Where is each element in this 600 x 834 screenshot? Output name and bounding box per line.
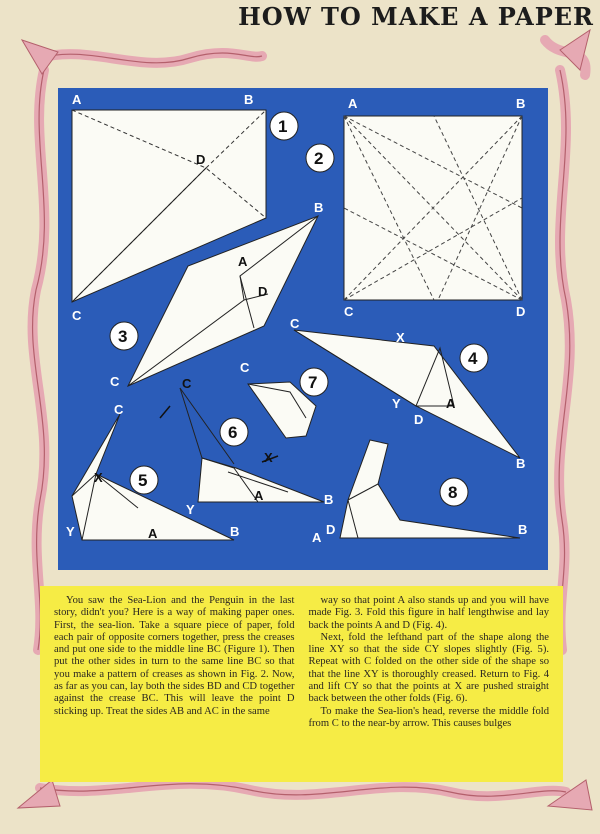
fig5-label-a: A (148, 526, 158, 541)
fig3-label-a: A (238, 254, 248, 269)
fig6-label-c: C (182, 376, 192, 391)
fig4-label-d: D (414, 412, 424, 427)
fig3-label-c: C (110, 374, 120, 389)
fig8-label-b: B (518, 522, 528, 537)
fig3-label-d: D (258, 284, 268, 299)
fig4-label-c: C (290, 316, 300, 331)
fig1-label-d: D (196, 152, 206, 167)
fig7-label-c: C (240, 360, 250, 375)
paragraph: To make the Sea-lion's head, reverse the middle fold from C to the near-by arrow. This causes bulges (308, 705, 549, 729)
instructions-column-2 (309, 595, 550, 782)
fig6-label-b: B (324, 492, 334, 507)
fig6-number: 6 (228, 423, 238, 442)
fig1-label-b: B (244, 92, 254, 107)
fig6-label-a: A (254, 488, 264, 503)
fig1-label-a: A (72, 92, 82, 107)
paragraph: Next, fold the lefthand part of the shape along the line XY so that the side CY slopes slightly (Fig. 5). Repeat with C folded on the other side of the shape so that the line XY is thoroughly creased. Return to Fig. 4 and lift CY so that the points at X are pushed straight back between the other folds (Fig. 6). (308, 631, 549, 705)
instructions-panel (40, 586, 563, 782)
fig4-label-a: A (446, 396, 456, 411)
fig6-label-y: Y (186, 502, 195, 517)
fig1-number: 1 (278, 117, 288, 136)
fig8-label-a: A (312, 530, 322, 545)
fig2-number: 2 (314, 149, 324, 168)
fig2-label-a: A (348, 96, 358, 111)
paragraph: way so that point A also stands up and you will have made Fig. 3. Fold this figure in half lengthwise and lay back the points A and D (Fig. 4). (308, 595, 549, 631)
paragraph: You saw the Sea-Lion and the Penguin in the last story, didn't you? Here is a way of making paper ones. First, the sea-lion. Take a square piece of paper, fold each pair of opposite corners together, press the creases and put one side to the middle line BC (Figure 1). Then put the other sides in turn to the same line BC so that you make a pattern of creases as shown in Fig. 2. Now, as far as you can, lay both the sides BD and CD together against the crease BC. This will leave the point D sticking up. Treat the sides AB and AC in the same (54, 595, 295, 717)
fig3-number: 3 (118, 327, 128, 346)
fig4-label-y: Y (392, 396, 401, 411)
fig8-number: 8 (448, 483, 458, 502)
fig1-label-c: C (72, 308, 82, 323)
fig5-label-c: C (114, 402, 124, 417)
fig6-label-x: X (264, 450, 273, 465)
fig4-label-b: B (516, 456, 526, 471)
fig5-label-b: B (230, 524, 240, 539)
page-title: HOW TO MAKE A PAPER (238, 2, 594, 31)
fig3-label-b: B (314, 200, 324, 215)
instructions-column-1 (54, 595, 295, 782)
fig4-number: 4 (468, 349, 478, 368)
fig5-label-x: X (94, 470, 103, 485)
origami-diagram (58, 88, 548, 570)
fig5-number: 5 (138, 471, 148, 490)
fig4-label-x: X (396, 330, 405, 345)
fig2-label-b: B (516, 96, 526, 111)
fig2-label-c: C (344, 304, 354, 319)
fig8-label-d: D (326, 522, 336, 537)
fig2-label-d: D (516, 304, 526, 319)
fig7-number: 7 (308, 373, 318, 392)
fig5-label-y: Y (66, 524, 75, 539)
